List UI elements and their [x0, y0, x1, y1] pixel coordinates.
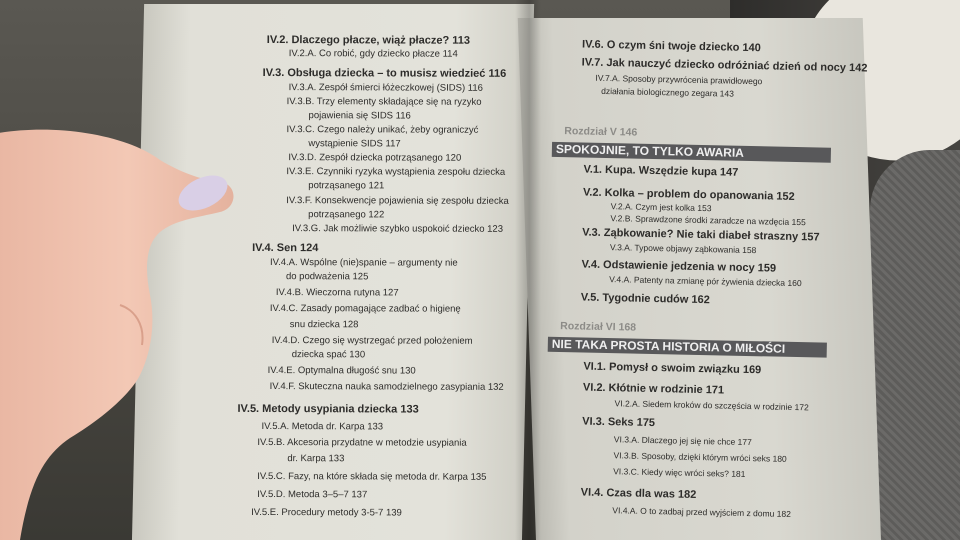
toc-entry: IV.2.A. Co robić, gdy dziecko płacze 114: [288, 48, 458, 60]
chapter-vi-banner: NIE TAKA PROSTA HISTORIA O MIŁOŚCI: [548, 337, 827, 358]
toc-entry: IV.4.B. Wieczorna rutyna 127: [275, 287, 399, 299]
toc-entry: IV.3.A. Zespół śmierci łóżeczkowej (SIDS) 116: [288, 82, 483, 94]
toc-entry: snu dziecka 128: [289, 319, 359, 331]
toc-entry: VI.2. Kłótnie w rodzinie 171: [582, 381, 725, 397]
toc-entry: IV.3.C. Czego należy unikać, żeby ograniczyć: [286, 124, 479, 136]
toc-entry: V.2.A. Czym jest kolka 153: [610, 201, 712, 214]
toc-entry: IV.4.F. Skuteczna nauka samodzielnego zasypiania 132: [269, 381, 504, 393]
toc-entry: IV.4.C. Zasady pomagające zadbać o higienę: [269, 303, 461, 315]
toc-entry: IV.3.B. Trzy elementy składające się na ryzyko: [286, 96, 482, 108]
toc-entry: IV.4.E. Optymalna długość snu 130: [267, 365, 416, 377]
toc-entry: IV.4.D. Czego się wystrzegać przed położeniem: [271, 335, 473, 347]
chapter-v-banner: SPOKOJNIE, TO TYLKO AWARIA: [552, 142, 831, 163]
toc-entry: V.3. Ząbkowanie? Nie taki diabeł straszny 157: [582, 226, 820, 244]
chapter-vi-label: Rozdział VI 168: [560, 320, 637, 334]
toc-entry: IV.5.A. Metoda dr. Karpa 133: [261, 420, 384, 433]
toc-entry: IV.7.A. Sposoby przywrócenia prawidłowego: [595, 72, 763, 87]
toc-entry: VI.1. Pomysł o swoim związku 169: [583, 360, 762, 377]
toc-entry: IV.5. Metody usypiania dziecka 133: [237, 402, 419, 416]
toc-entry: V.1. Kupa. Wszędzie kupa 147: [583, 163, 739, 179]
toc-entry: IV.5.D. Metoda 3–5–7 137: [257, 488, 368, 501]
toc-entry: VI.4. Czas dla was 182: [580, 486, 697, 501]
toc-entry: V.5. Tygodnie cudów 162: [580, 291, 710, 307]
toc-entry: VI.4.A. O to zadbaj przed wyjściem z domu 182: [612, 505, 792, 519]
toc-entry: dziecka spać 130: [291, 349, 366, 361]
toc-entry: VI.3.C. Kiedy więc wróci seks? 181: [613, 466, 746, 479]
toc-entry: IV.4. Sen 124: [252, 241, 319, 255]
toc-entry: IV.3.E. Czynniki ryzyka wystąpienia zespołu dziecka: [286, 166, 506, 178]
toc-entry: IV.6. O czym śni twoje dziecko 140: [581, 38, 761, 55]
toc-entry: IV.2. Dlaczego płacze, wiąż płacze? 113: [266, 34, 471, 47]
toc-entry: V.4. Odstawienie jedzenia w nocy 159: [581, 258, 777, 275]
toc-entry: VI.2.A. Siedem kroków do szczęścia w rodzinie 172: [614, 398, 809, 413]
toc-entry: VI.3.A. Dlaczego jej się nie chce 177: [613, 434, 752, 448]
toc-entry: IV.5.E. Procedury metody 3-5-7 139: [251, 506, 402, 519]
toc-entry: działania biologicznego zegara 143: [601, 85, 735, 99]
toc-entry: IV.3.G. Jak możliwie szybko uspokoić dziecko 123: [292, 223, 504, 235]
toc-entry: VI.3.B. Sposoby, dzięki którym wróci seks 180: [613, 450, 787, 464]
toc-entry: V.2. Kolka – problem do opanowania 152: [582, 186, 795, 203]
toc-entry: pojawienia się SIDS 116: [308, 110, 411, 122]
toc-entry: IV.5.C. Fazy, na które składa się metoda dr. Karpa 135: [257, 470, 487, 483]
toc-entry: V.3.A. Typowe objawy ząbkowania 158: [609, 242, 757, 256]
toc-entry: potrząsanego 121: [308, 180, 385, 192]
hand: [0, 120, 240, 540]
toc-entry: VI.3. Seks 175: [582, 415, 656, 430]
toc-entry: IV.3.F. Konsekwencje pojawienia się zespołu dziecka: [286, 195, 509, 207]
chapter-v-label: Rozdział V 146: [564, 125, 638, 139]
toc-entry: IV.3.D. Zespół dziecka potrząsanego 120: [288, 152, 462, 164]
toc-entry: IV.7. Jak nauczyć dziecko odróżniać dzień od nocy 142: [581, 56, 868, 75]
toc-entry: wystąpienie SIDS 117: [308, 138, 401, 150]
toc-entry: IV.3. Obsługa dziecka – to musisz wiedzieć 116: [262, 66, 507, 80]
toc-entry: IV.4.A. Wspólne (nie)spanie – argumenty nie: [270, 257, 458, 269]
toc-entry: dr. Karpa 133: [287, 453, 345, 465]
toc-entry: IV.5.B. Akcesoria przydatne w metodzie usypiania: [257, 436, 467, 449]
toc-entry: potrząsanego 122: [308, 209, 385, 221]
toc-entry: V.2.B. Sprawdzone środki zaradcze na wzdęcia 155: [610, 213, 806, 228]
toc-entry: V.4.A. Patenty na zmianę pór żywienia dziecka 160: [609, 274, 802, 289]
toc-entry: do podważenia 125: [285, 271, 369, 283]
